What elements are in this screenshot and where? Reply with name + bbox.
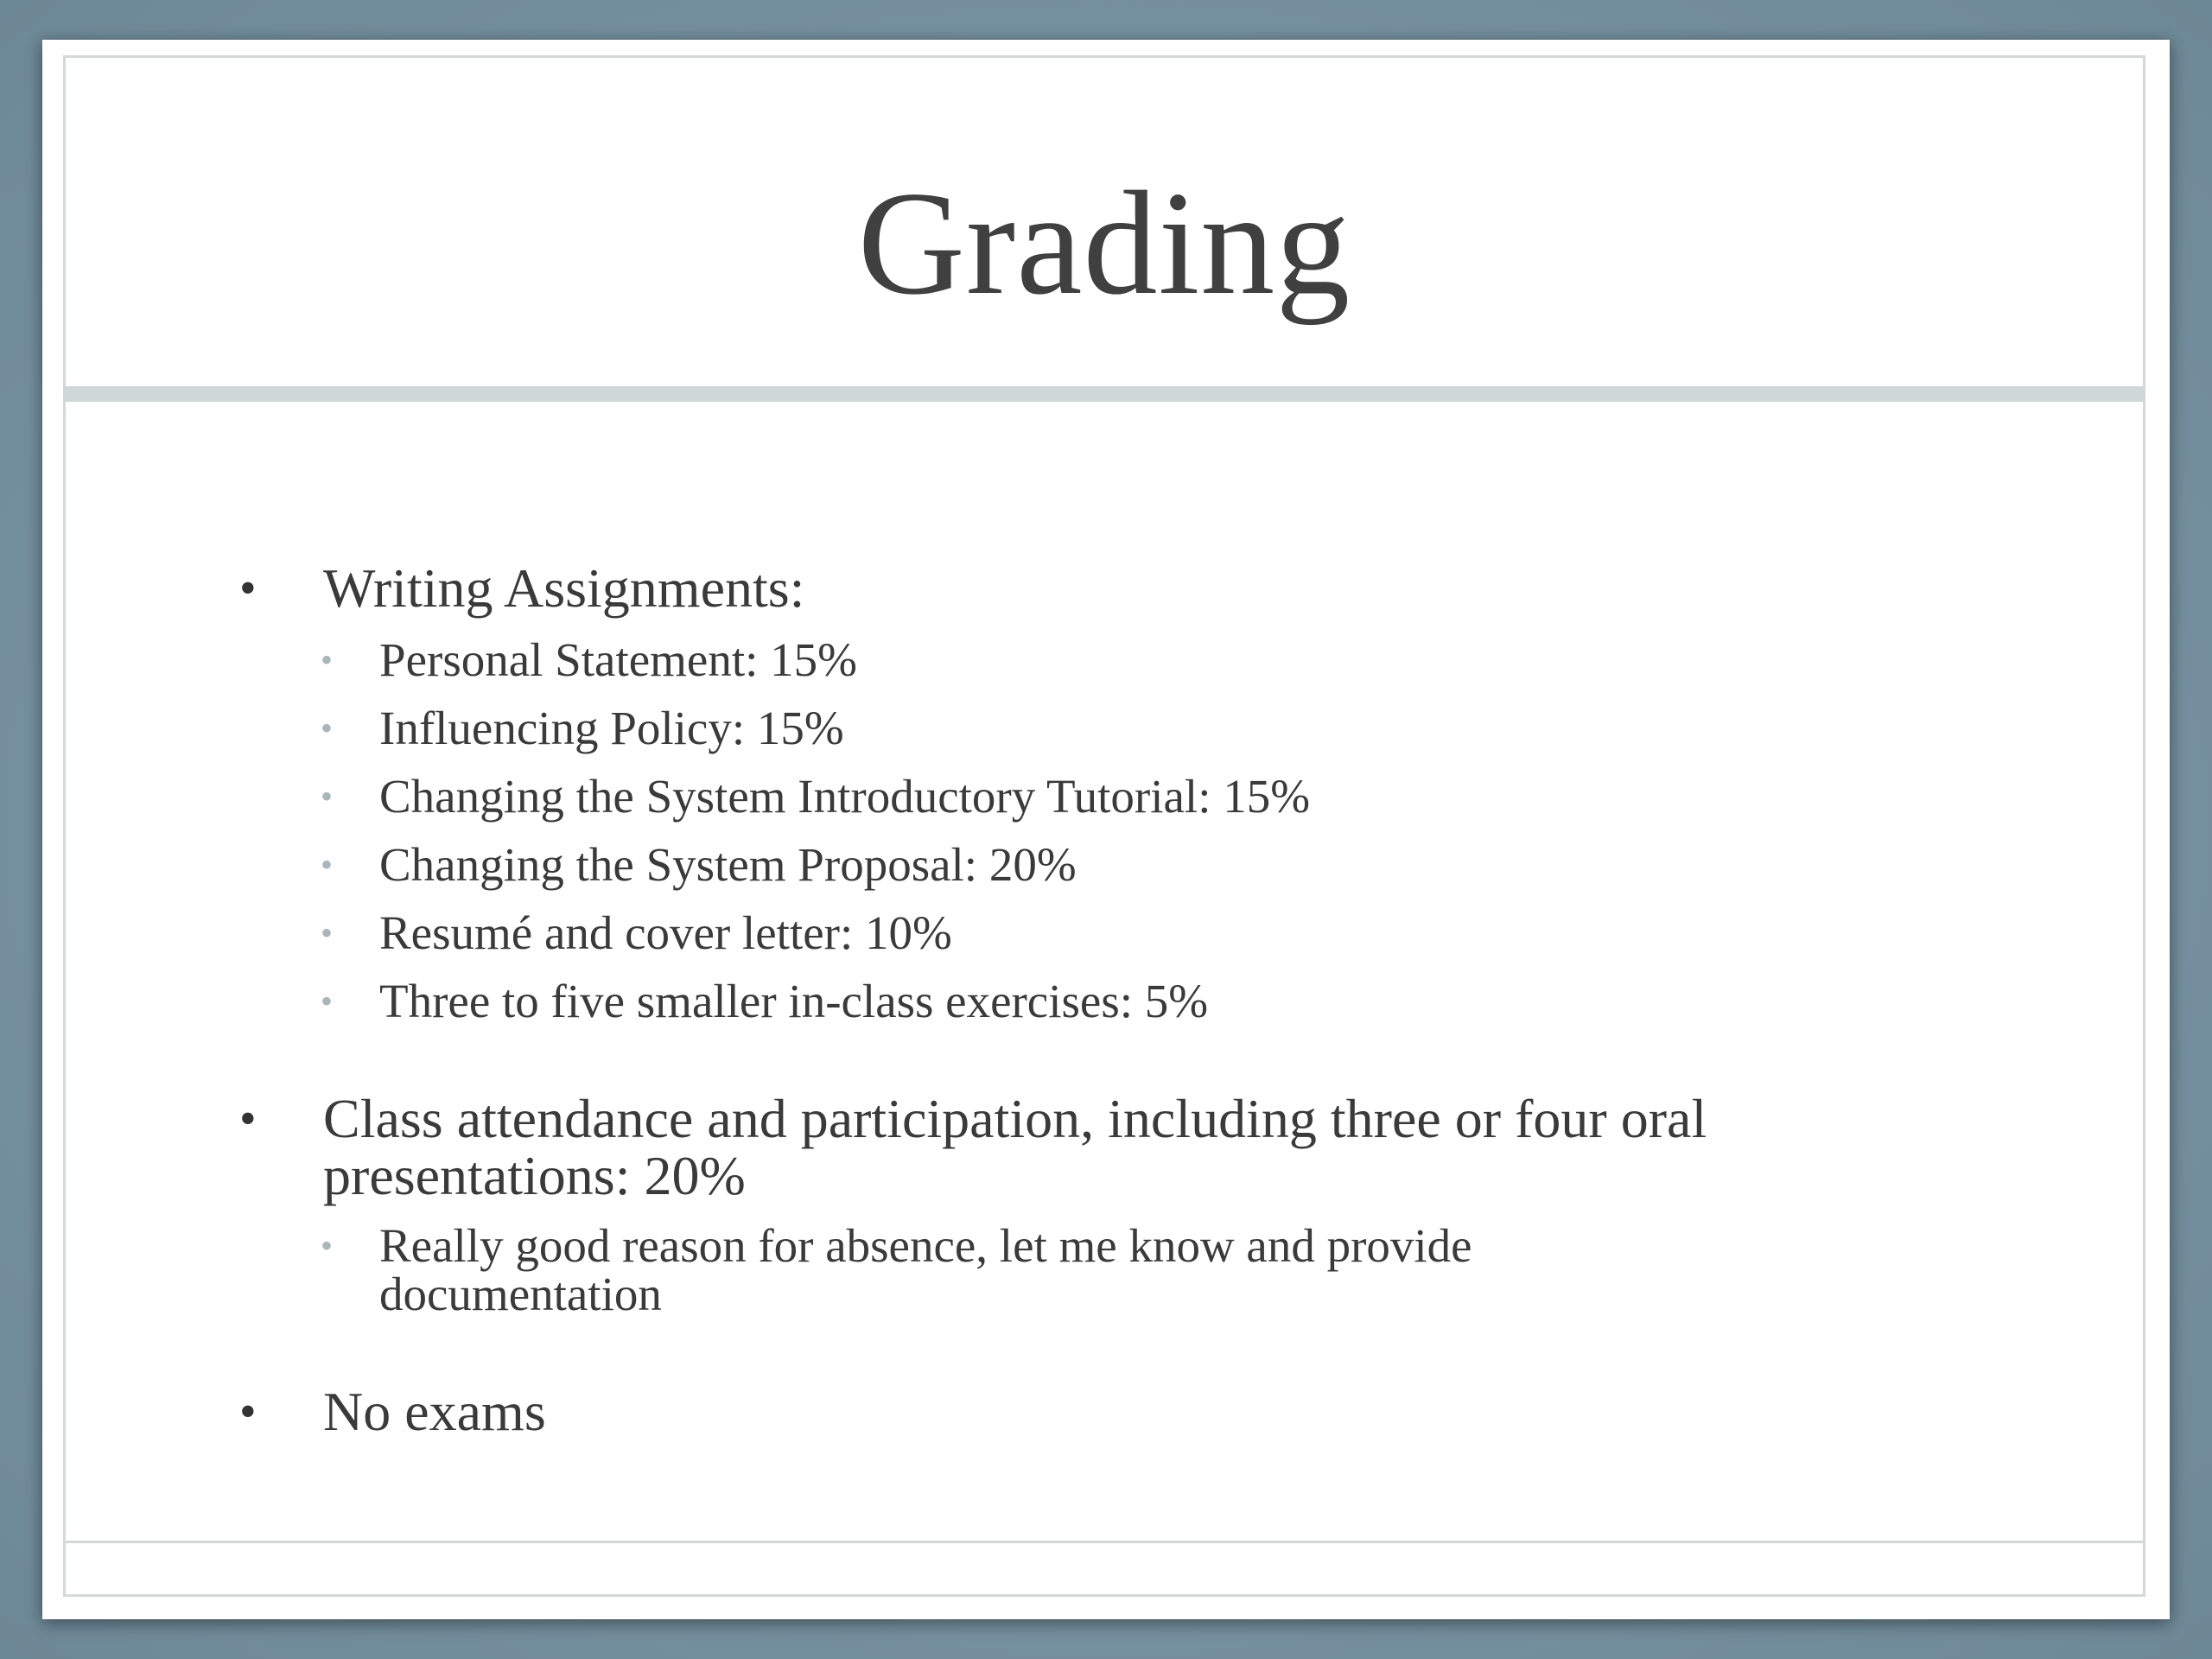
sub-bullet-icon: •	[321, 845, 334, 884]
sub-bullet-icon: •	[321, 640, 334, 679]
sub-bullet-icon: •	[321, 709, 334, 747]
bullet-item: Writing Assignments:	[323, 557, 805, 619]
sub-bullet-item: Influencing Policy: 15%	[379, 702, 844, 754]
sub-bullet-icon: •	[321, 913, 334, 952]
slide-title: Grading	[857, 162, 1351, 326]
bullet-icon: •	[239, 1092, 257, 1146]
slide-body	[42, 40, 2170, 1619]
sub-bullet-item: Changing the System Proposal: 20%	[379, 838, 1077, 891]
slide	[42, 40, 2170, 1619]
bullet-item: Class attendance and participation, including three or four oral presentations: 20%	[323, 1088, 1707, 1206]
sub-bullet-item: Resumé and cover letter: 10%	[379, 906, 952, 959]
sub-bullet-icon: •	[321, 777, 334, 816]
bullet-icon: •	[239, 562, 257, 615]
bullet-icon: •	[239, 1385, 257, 1439]
sub-bullet-item: Changing the System Introductory Tutorial: 15%	[379, 770, 1311, 823]
sub-bullet-item: Personal Statement: 15%	[379, 633, 857, 686]
sub-bullet-icon: •	[321, 1226, 334, 1265]
sub-bullet-item: Really good reason for absence, let me know and provide documentation	[379, 1219, 1472, 1320]
bullet-item: No exams	[323, 1381, 546, 1442]
sub-bullet-item: Three to five smaller in-class exercises: 5%	[379, 975, 1209, 1027]
sub-bullet-icon: •	[321, 982, 334, 1020]
